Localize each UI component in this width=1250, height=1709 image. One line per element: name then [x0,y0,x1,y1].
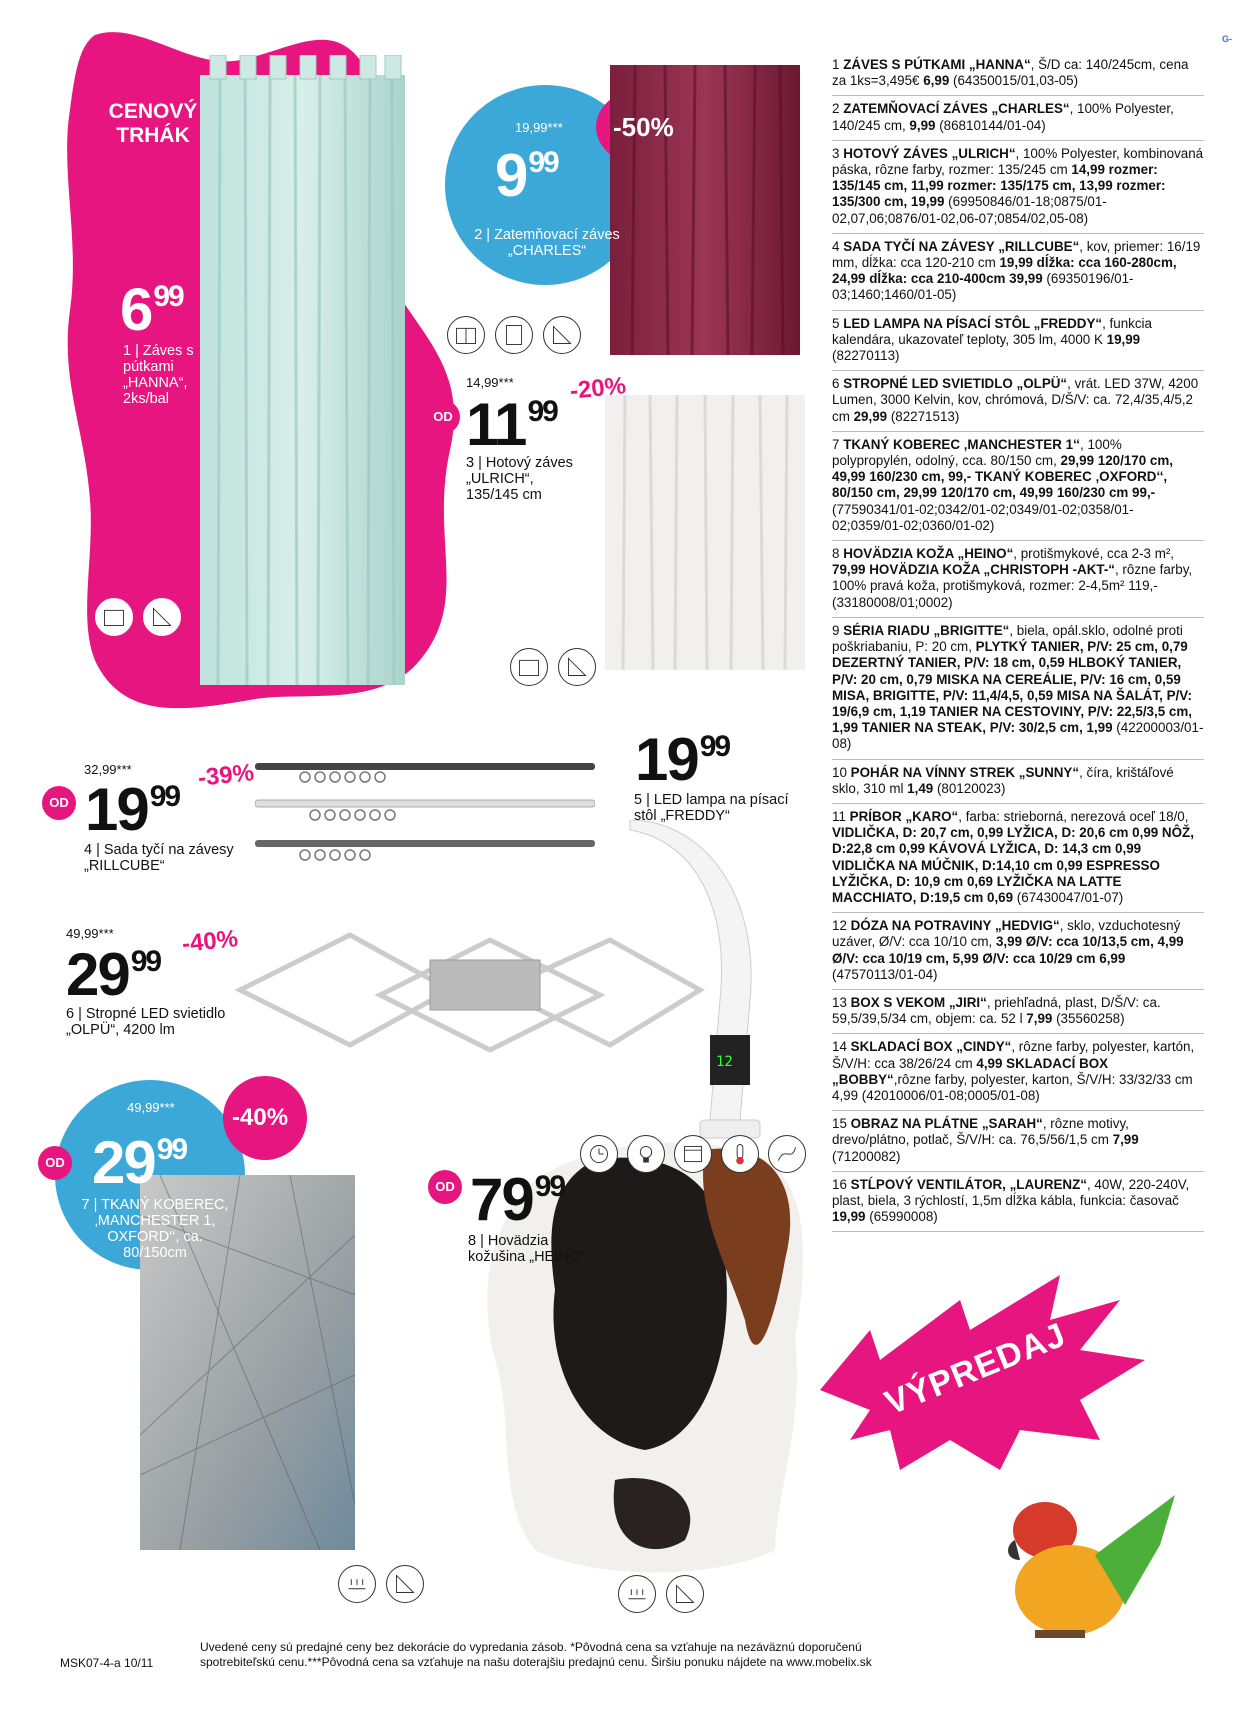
item-title: STĹPOVÝ VENTILÁTOR, „LAURENZ“ [850,1176,1087,1192]
price-int: 29 [92,1129,155,1196]
dimmer-bulb-icon [627,1135,665,1173]
curtain-ulrich-image [605,395,805,670]
price-rug [92,1129,187,1196]
item-price: 3,99 Ø/V: cca 10/13,5 cm, 4,99 Ø/V: cca 10/19 cm, 5,99 Ø/V: cca 10/29 cm 6,99 [832,934,1184,966]
item-price: 9,99 [909,117,936,133]
discount-ulrich: -20% [568,372,628,405]
list-item [832,1172,1204,1233]
curtain-panel-icon [495,316,533,354]
label-line: „CHARLES“ [507,243,587,259]
curtain-hook-icon [447,316,485,354]
item-price: 4,99 SKLADACÍ BOX „BOBBY“ [832,1055,1109,1087]
price-int: 6 [120,276,152,343]
discount-olpu: -40% [180,925,240,958]
price-olpu [66,941,161,1008]
item-price: PLYTKÝ TANIER, P/V: 25 cm, 0,79 DEZERTNÝ TANIER, P/V: 18 cm, 0,59 HLBOKÝ TANIER, P/V: 20 cm, 0,79 MISKA NA CEREÁLIE, P/V: 16 cm, 0,59 MISA, BRIGITTE, P/V: 11,4/4,5, 0,59 MISA NA ŠALÁT, P/V: 19/6,9 cm, 1,19 TANIER NA CESTOVINY, P/V: 22,5/3,5 cm, 1,99 TANIER NA STEAK, P/V: 30/2,5 cm, 1,99 [832,639,1192,736]
discount-rillcube: -39% [196,759,256,792]
item-text: , sklo, vzduchotesný uzáver, Ø/V: cca 10/10 cm, [832,918,1181,950]
item-code: (82270113) [832,348,900,364]
label-line: OXFORD‘‘, ca. [107,1229,203,1245]
footer-line: Uvedené ceny sú predajné ceny bez dekorácie do vypredania zásob. *Pôvodná cena sa vzťahuje na nezáväznú doporučenú [200,1640,862,1654]
price-dec: 99 [130,945,161,978]
item-number: 12 [832,918,847,934]
item-code: (80120023) [933,780,1006,796]
item-price: 19,99 [1106,331,1141,347]
item-title: HOTOVÝ ZÁVES „ULRICH“ [843,145,1016,161]
item-text: , 100% Polyester, kombinovaná páska, rôzne farby, rozmer: 135/245 cm [832,145,1204,178]
price-dec: 99 [534,1170,565,1203]
item-code: (82271513) [887,408,960,424]
list-item [832,371,1204,432]
label-line: kožušina „HEINO“ [468,1249,585,1265]
list-item [832,913,1204,990]
label-line: 5 | LED lampa na písací [634,792,789,808]
item-text: , vrát. LED 37W, 4200 Lumen, 3000 Kelvin, kov, chrómová, D/Š/V: ca. 72,4/35,4/5,2 cm [832,376,1199,424]
old-price-charles: 19,99*** [515,120,563,135]
label-line: 4 | Sada tyčí na závesy [84,842,234,858]
label-line: 3 | Hotový záves [466,455,573,471]
hero-line-2: TRHÁK [116,124,190,147]
price-hanna [120,276,183,343]
item-price: 29,99 120/170 cm, 49,99 160/230 cm, 99,- TKANÝ KOBEREC ‚OXFORD‘‘, 80/150 cm, 29,99 120/170 cm, 49,99 160/230 cm 99,- [832,453,1173,501]
item-code: (69950846/01-18;0875/01-02,07,06;0876/01-02,06-07;0854/02,05-08) [832,194,1107,226]
list-item [832,311,1204,372]
item-price: 19,99 dĺžka: cca 160-280cm, 24,99 dĺžka: cca 210-400cm 39,99 [832,255,1177,287]
item-number: 8 [832,546,840,562]
item-code: (47570113/01-04) [832,966,938,982]
label-line: 7 | TKANÝ KOBEREC, [81,1197,229,1213]
item-number: 9 [832,622,840,638]
price-int: 11 [466,391,526,458]
od-badge-rillcube: OD [42,786,76,820]
curtain-rods-image [255,755,595,865]
price-dec: 99 [528,146,558,179]
curtain-hanna-image [200,55,405,685]
item-price: 79,99 HOVÄDZIA KOŽA „CHRISTOPH -AKT-“ [832,562,1115,578]
item-title: OBRAZ NA PLÁTNE „SARAH“ [850,1116,1043,1132]
ceiling-light-image [230,920,710,1070]
footer-code: MSK07-4-a 10/11 [60,1656,154,1670]
list-item [832,52,1204,96]
item-number: 2 [832,101,840,117]
non-slip-icon [338,1565,376,1603]
item-number: 10 [832,764,847,780]
discount-charles: -50% [613,112,674,142]
item-text: , 100% Polyester, 140/245 cm, [832,101,1174,133]
label-rillcube [84,842,234,874]
price-rillcube [85,776,180,843]
item-number: 6 [832,376,840,392]
item-text: , protišmykové, cca 2-3 m², [1013,546,1175,562]
curtain-charles-image [610,65,800,355]
price-int: 9 [495,142,527,209]
label-hanna [123,343,194,407]
price-int: 19 [85,776,148,843]
item-code: (35560258) [1052,1011,1125,1027]
item-title: DÓZA NA POTRAVINY „HEDVIG“ [850,918,1060,934]
label-ulrich [466,455,573,503]
discount-rug: -40% [232,1104,289,1131]
item-number: 7 [832,436,840,452]
list-item [832,96,1204,140]
list-item [832,990,1204,1034]
price-int: 79 [470,1166,533,1233]
item-price: 6,99 [923,73,950,89]
item-number: 15 [832,1116,847,1132]
item-code: , rôzne farby, 100% pravá koža, protišmyková, rozmer: 2-4,5m² 119,- (33180008/01;0002) [832,562,1193,610]
item-code: (71200082) [832,1148,901,1164]
label-rug [75,1197,235,1261]
price-int: 29 [66,941,129,1008]
item-text: , rôzne farby, polyester, kartón, Š/V/H: cca 38/26/24 cm [832,1039,1195,1071]
old-price-ulrich: 14,99*** [466,375,514,390]
label-line: 8 | Hovädzia [468,1233,549,1249]
item-code: (86810144/01-04) [935,117,1046,133]
item-text: , číra, krištáľové sklo, 310 ml [832,764,1174,796]
item-title: TKANÝ KOBEREC ‚MANCHESTER 1‘‘ [843,436,1081,452]
item-text: , funkcia kalendára, ukazovateľ teploty, 305 lm, 4000 K [832,315,1152,347]
item-number: 3 [832,145,840,161]
item-text: , farba: strieborná, nerezová oceľ 18/0, [958,808,1189,824]
item-text: , priehľadná, plast, D/Š/V: ca. 59,5/39,5/34 cm, objem: ca. 52 l [832,994,1161,1027]
old-price-olpu: 49,99*** [66,926,114,941]
label-line: 135/145 cm [466,487,542,503]
label-line: 80/150cm [123,1245,187,1261]
item-text: , biela, opál.sklo, odolné proti poškriabaniu, P: 20 cm, [832,622,1183,655]
item-title: ZATEMŇOVACÍ ZÁVES „CHARLES“ [843,101,1070,117]
label-charles [467,227,627,259]
item-title: SKLADACÍ BOX „CINDY“ [850,1039,1012,1055]
label-line: „RILLCUBE“ [84,858,165,874]
item-price: VIDLIČKA, D: 20,7 cm, 0,99 LYŽICA, D: 20,6 cm 0,99 NÔŽ, D:22,8 cm 0,99 KÁVOVÁ LYŽICA, D: 14,3 cm 0,99 VIDLIČKA NA MÚČNIK, D:14,10 cm 0,99 ESPRESSO LYŽIČKA, D: 10,9 cm 0,69 LYŽIČKA NA LATTE MACCHIATO, D:19,5 cm 0,69 [832,825,1194,905]
item-number: 16 [832,1176,847,1192]
item-title: LED LAMPA NA PÍSACÍ STÔL „FREDDY“ [843,315,1103,331]
footer-line: spotrebiteľskú cenu.***Pôvodná cena sa vzťahuje na našu doterajšiu predajnú cenu. Širšiu ponuku nájdete na www.mobelix.sk [200,1655,872,1669]
price-int: 19 [635,726,698,793]
footer-note [200,1640,920,1670]
color-fan-icon [386,1565,424,1603]
item-code: (69350196/01-03;1460;1460/01-05) [832,271,1134,303]
price-charles [495,142,558,209]
list-item [832,541,1204,618]
label-line: 6 | Stropné LED svietidlo [66,1006,226,1022]
item-price: 19,99 [832,1209,866,1225]
label-line: 2ks/bal [123,391,169,407]
item-number: 14 [832,1039,847,1055]
color-fan-icon [666,1575,704,1613]
item-number: 4 [832,238,840,254]
list-item [832,760,1204,804]
curtain-hook-icon [95,598,133,636]
price-heino [470,1166,565,1233]
corner-mark: G- [1222,34,1232,44]
item-title: BOX S VEKOM „JIRI“ [850,994,987,1010]
old-price-rillcube: 32,99*** [84,762,132,777]
item-text: , kov, priemer: 16/19 mm, dĺžka: cca 120-210 cm [832,238,1201,271]
price-dec: 99 [699,730,730,763]
item-title: SÉRIA RIADU „BRIGITTE“ [843,622,1010,638]
item-text: , 40W, 220-240V, plast, biela, 3 rýchlostí, 1,5m dĺžka kábla, funkcia: časovač [832,1176,1190,1208]
product-spec-list [832,52,1204,1232]
label-line: „OLPÜ“, 4200 lm [66,1022,175,1038]
item-text: , Š/D ca: 140/245cm, cena za 1ks=3,495€ [832,57,1189,89]
clock-icon [580,1135,618,1173]
od-badge-rug: OD [38,1146,72,1180]
thermometer-icon [721,1135,759,1173]
item-code: (64350015/01,03-05) [949,73,1079,89]
hero-line-1: CENOVÝ [108,100,198,123]
color-fan-icon [143,598,181,636]
label-line: „ULRICH“, [466,471,534,487]
list-item [832,141,1204,234]
curtain-hook-icon [510,648,548,686]
item-title: PRÍBOR „KARO“ [849,808,959,824]
label-line: pútkami [123,359,174,375]
non-slip-icon [618,1575,656,1613]
item-title: HOVÄDZIA KOŽA „HEINO“ [843,546,1014,562]
item-title: SADA TYČÍ NA ZÁVESY „RILLCUBE“ [843,238,1080,254]
list-item [832,234,1204,311]
list-item [832,618,1204,760]
od-badge-heino: OD [428,1170,462,1204]
item-price: 7,99 [1026,1011,1053,1027]
old-price-rug: 49,99*** [127,1100,175,1115]
color-fan-icon [558,648,596,686]
parrot-image [975,1485,1185,1655]
item-code: (42200003/01-08) [832,720,1204,752]
item-number: 11 [832,808,846,824]
item-code: (65990008) [865,1209,938,1225]
price-ulrich [466,391,557,458]
list-item [832,804,1204,913]
od-badge-ulrich: OD [426,400,460,434]
label-line: ‚MANCHESTER 1, [94,1213,216,1229]
price-dec: 99 [153,280,183,313]
label-olpu [66,1006,225,1038]
calendar-icon [674,1135,712,1173]
price-dec: 99 [527,395,557,428]
item-price: 29,99 [853,408,888,424]
cable-icon [768,1135,806,1173]
color-fan-icon [543,316,581,354]
price-freddy [635,726,730,793]
price-dec: 99 [149,780,180,813]
item-title: STROPNÉ LED SVIETIDLO „OLPÜ“ [843,376,1068,392]
item-code: ,rôzne farby, polyester, karton, Š/V/H: 33/32/33 cm 4,99 (42010006/01-08;0005/01-08) [832,1071,1193,1103]
item-price: 7,99 [1112,1132,1139,1148]
list-item [832,1111,1204,1172]
item-text: , 100% polypropylén, odolný, cca. 80/150 cm, [832,436,1122,469]
item-number: 13 [832,994,847,1010]
item-price: 1,49 [907,780,934,796]
list-item [832,1034,1204,1111]
label-heino [468,1233,585,1265]
item-code: (67430047/01-07) [1013,889,1124,905]
item-code: (77590341/01-02;0342/01-02;0349/01-02;0358/01-02;0359/01-02;0360/01-02) [832,501,1134,533]
sale-text: VÝPREDAJ [879,1315,1072,1423]
price-dec: 99 [156,1133,187,1166]
label-line: stôl „FREDDY“ [634,808,730,824]
item-price: 14,99 rozmer: 135/145 cm, 11,99 rozmer: 135/175 cm, 13,99 rozmer: 135/300 cm, 19,99 [832,162,1166,210]
list-item [832,432,1204,541]
item-number: 5 [832,315,840,331]
item-number: 1 [832,57,840,72]
svg-text:12: 12 [716,1054,733,1070]
item-title: ZÁVES S PÚTKAMI „HANNA“ [843,57,1031,72]
item-text: , rôzne motivy, drevo/plátno, potlač, Š/V/H: ca. 76,5/56/1,5 cm [832,1116,1129,1148]
label-line: 1 | Záves s [123,343,194,359]
hero-banner [88,100,218,148]
label-freddy [634,792,789,824]
item-title: POHÁR NA VÍNNY STREK „SUNNY“ [850,764,1080,780]
label-line: „HANNA“, [123,375,188,391]
label-line: 2 | Zatemňovací záves [474,227,620,243]
